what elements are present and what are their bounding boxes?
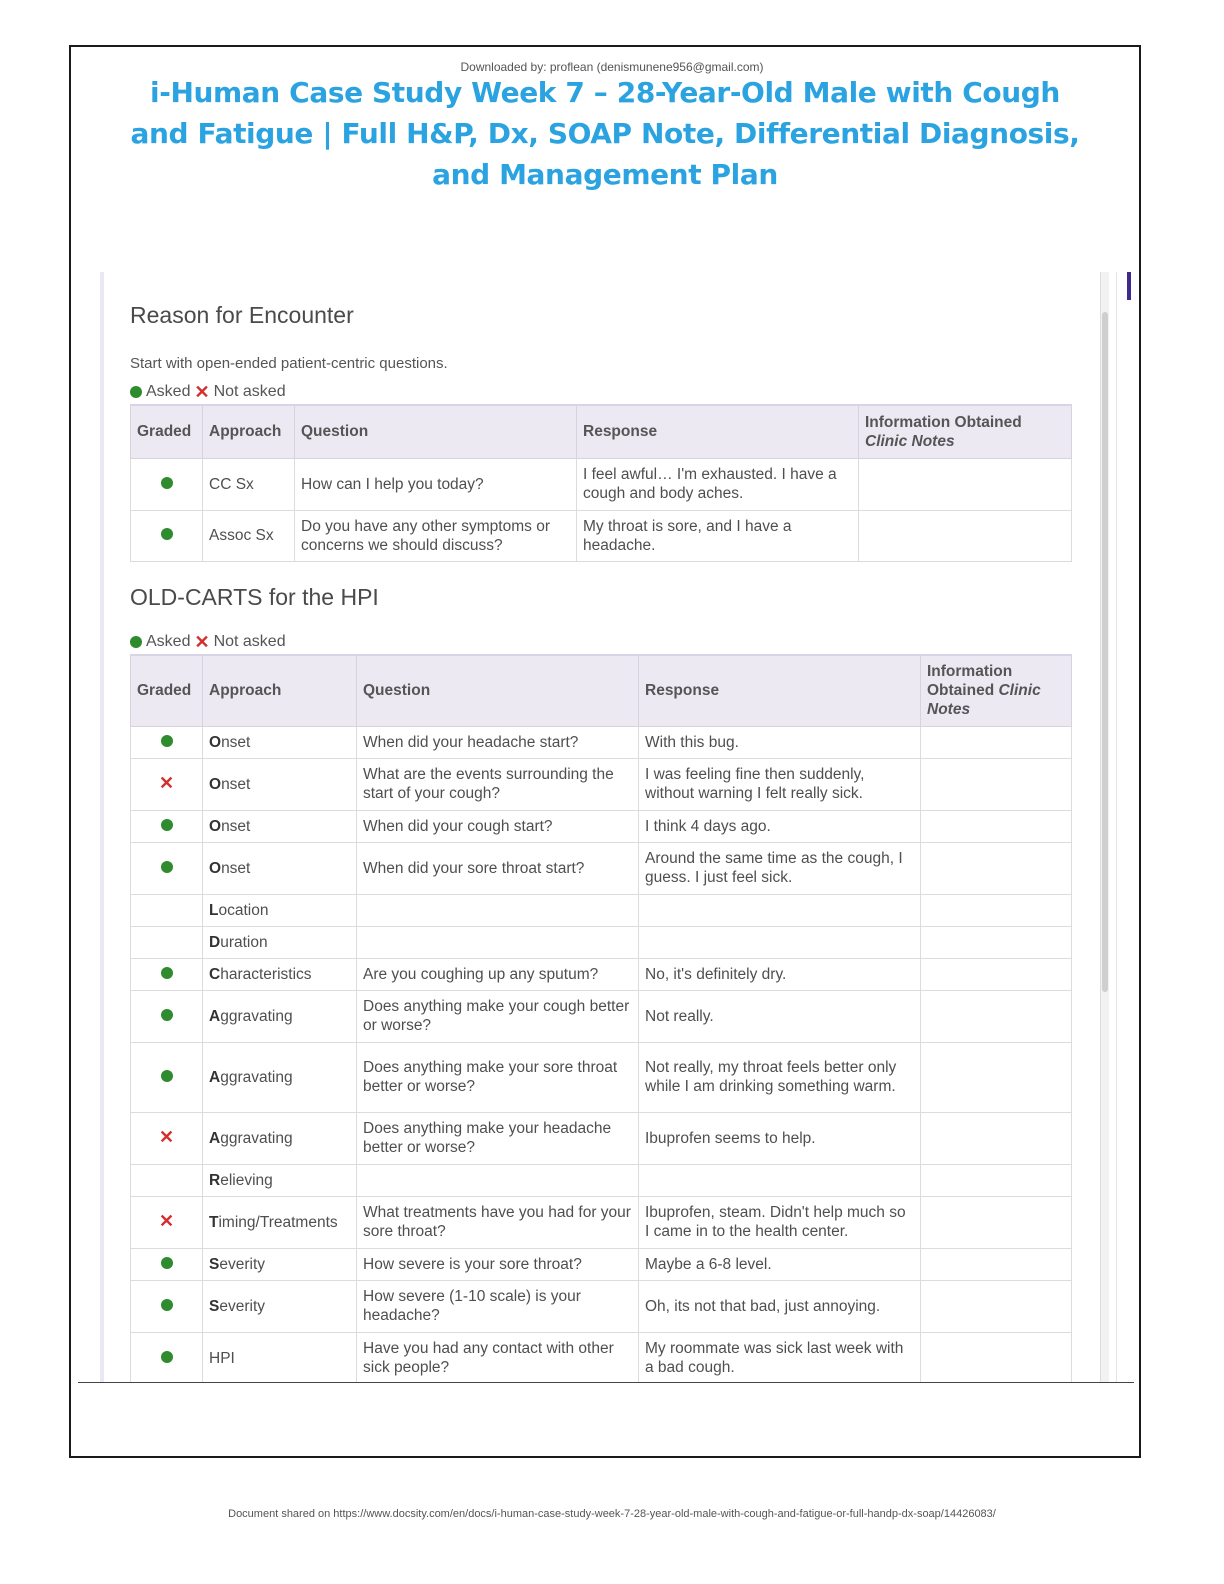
table-row [131, 958, 1072, 990]
reason-instruction: Start with open-ended patient-centric questions. [130, 355, 448, 372]
response-cell: I think 4 days ago. [639, 810, 921, 842]
response-cell [639, 894, 921, 926]
table-row [131, 510, 1072, 561]
notes-cell [921, 1280, 1072, 1332]
graded-cell [131, 990, 203, 1042]
approach-rest: nset [221, 859, 251, 877]
approach-rest: nset [221, 817, 251, 835]
approach-rest: ggravating [220, 1068, 293, 1086]
asked-dot-icon [161, 477, 173, 489]
response-cell: I feel awful… I'm exhausted. I have a cough and body aches. [577, 458, 859, 510]
table-row [131, 758, 1072, 810]
asked-dot-icon [130, 636, 142, 648]
question-cell [357, 926, 639, 958]
response-cell: Ibuprofen seems to help. [639, 1112, 921, 1164]
approach-rest: haracteristics [220, 965, 312, 983]
asked-dot-icon [130, 386, 142, 398]
col-response: Response [639, 655, 921, 726]
approach-rest: everity [219, 1255, 265, 1273]
graded-cell [131, 1196, 203, 1248]
question-cell: Have you had any contact with other sick people? [357, 1332, 639, 1383]
col-graded: Graded [131, 405, 203, 458]
response-cell: Not really, my throat feels better only while I am drinking something warm. [639, 1042, 921, 1112]
table-row [131, 1248, 1072, 1280]
question-cell: When did your sore throat start? [357, 842, 639, 894]
graded-cell [131, 810, 203, 842]
title-line-1: i-Human Case Study Week 7 – 28-Year-Old Male with Cough [150, 76, 1060, 109]
approach-initial: A [209, 1068, 221, 1086]
hpi-table [130, 654, 1072, 1383]
notes-cell [921, 758, 1072, 810]
asked-dot-icon [161, 735, 173, 747]
approach-initial: O [209, 859, 222, 877]
notes-cell [921, 926, 1072, 958]
question-cell: Do you have any other symptoms or concerns we should discuss? [295, 510, 577, 561]
approach-initial: T [209, 1213, 219, 1231]
question-cell: Are you coughing up any sputum? [357, 958, 639, 990]
asked-dot-icon [161, 1070, 173, 1082]
notes-cell [921, 1248, 1072, 1280]
approach-rest: HPI [209, 1349, 235, 1367]
graded-cell [131, 894, 203, 926]
approach-cell [203, 1248, 357, 1280]
reason-legend [130, 383, 286, 401]
reason-table [130, 404, 1072, 562]
col-approach: Approach [203, 405, 295, 458]
response-cell: Oh, its not that bad, just annoying. [639, 1280, 921, 1332]
graded-cell [131, 958, 203, 990]
notes-cell [921, 990, 1072, 1042]
response-cell: Ibuprofen, steam. Didn't help much so I came in to the health center. [639, 1196, 921, 1248]
table-row [131, 1332, 1072, 1383]
approach-rest: elieving [220, 1171, 273, 1189]
response-cell: Not really. [639, 990, 921, 1042]
question-cell: How can I help you today? [295, 458, 577, 510]
document-title [120, 72, 1090, 195]
approach-cell [203, 1196, 357, 1248]
approach-cell: CC Sx [203, 458, 295, 510]
asked-dot-icon [161, 1257, 173, 1269]
approach-rest: ocation [218, 901, 269, 919]
approach-rest: nset [221, 733, 251, 751]
table-row [131, 990, 1072, 1042]
approach-cell [203, 1042, 357, 1112]
asked-dot-icon [161, 819, 173, 831]
download-note: Downloaded by: proflean (denismunene956@gmail.com) [460, 60, 764, 74]
not-asked-x-icon: ✕ [158, 1126, 175, 1147]
question-cell: What treatments have you had for your sore throat? [357, 1196, 639, 1248]
question-cell: Does anything make your cough better or worse? [357, 990, 639, 1042]
question-cell: How severe is your sore throat? [357, 1248, 639, 1280]
approach-cell [203, 1280, 357, 1332]
asked-dot-icon [161, 1299, 173, 1311]
response-cell: With this bug. [639, 726, 921, 758]
graded-cell [131, 926, 203, 958]
not-asked-x-icon: ✕ [194, 632, 210, 652]
right-panel-edge [1116, 272, 1117, 1382]
title-line-2: and Fatigue | Full H&P, Dx, SOAP Note, Differential Diagnosis, [130, 117, 1080, 150]
not-asked-x-icon: ✕ [194, 382, 210, 402]
approach-rest: nset [221, 775, 251, 793]
asked-dot-icon [161, 1009, 173, 1021]
question-cell [357, 1164, 639, 1196]
legend-not-asked: Not asked [213, 633, 286, 650]
hpi-legend [130, 633, 286, 651]
notes-cell [921, 1112, 1072, 1164]
notes-cell [921, 1332, 1072, 1383]
approach-cell [203, 894, 357, 926]
table-row [131, 1280, 1072, 1332]
response-cell: I was feeling fine then suddenly, without warning I felt really sick. [639, 758, 921, 810]
notes-cell [859, 458, 1072, 510]
response-cell: My roommate was sick last week with a bad cough. [639, 1332, 921, 1383]
graded-cell [131, 510, 203, 561]
table-row [131, 810, 1072, 842]
table-row [131, 894, 1072, 926]
embedded-screenshot [78, 272, 1134, 1383]
not-asked-x-icon: ✕ [158, 772, 175, 793]
table-row [131, 842, 1072, 894]
col-question: Question [295, 405, 577, 458]
approach-initial: C [209, 965, 221, 983]
col-approach: Approach [203, 655, 357, 726]
approach-initial: S [209, 1297, 220, 1315]
asked-dot-icon [161, 861, 173, 873]
question-cell: When did your cough start? [357, 810, 639, 842]
notes-cell [921, 1164, 1072, 1196]
table-row [131, 458, 1072, 510]
approach-initial: O [209, 733, 222, 751]
notes-cell [921, 842, 1072, 894]
col-graded: Graded [131, 655, 203, 726]
col-response: Response [577, 405, 859, 458]
question-cell [357, 894, 639, 926]
table-row [131, 1042, 1072, 1112]
table-row [131, 1112, 1072, 1164]
response-cell [639, 926, 921, 958]
scrollbar-thumb[interactable] [1102, 312, 1108, 992]
legend-not-asked: Not asked [213, 383, 286, 400]
accent-bar [1127, 272, 1131, 300]
graded-cell [131, 1280, 203, 1332]
graded-cell [131, 726, 203, 758]
question-cell: Does anything make your headache better or worse? [357, 1112, 639, 1164]
table-row [131, 1164, 1072, 1196]
approach-rest: ggravating [220, 1129, 293, 1147]
graded-cell [131, 842, 203, 894]
response-cell: No, it's definitely dry. [639, 958, 921, 990]
approach-cell [203, 1332, 357, 1383]
approach-rest: ggravating [220, 1007, 293, 1025]
approach-initial: L [209, 901, 219, 919]
approach-initial: O [209, 775, 222, 793]
question-cell: How severe (1-10 scale) is your headache? [357, 1280, 639, 1332]
notes-cell [921, 894, 1072, 926]
approach-cell [203, 726, 357, 758]
approach-cell [203, 1164, 357, 1196]
approach-initial: A [209, 1007, 221, 1025]
approach-cell [203, 758, 357, 810]
table-row [131, 1196, 1072, 1248]
question-cell: When did your headache start? [357, 726, 639, 758]
response-cell [639, 1164, 921, 1196]
approach-rest: uration [220, 933, 268, 951]
approach-cell [203, 926, 357, 958]
approach-cell [203, 1112, 357, 1164]
approach-initial: D [209, 933, 221, 951]
response-cell: My throat is sore, and I have a headache. [577, 510, 859, 561]
reason-heading: Reason for Encounter [130, 302, 354, 328]
graded-cell [131, 1248, 203, 1280]
legend-asked: Asked [146, 633, 191, 650]
question-cell: Does anything make your sore throat better or worse? [357, 1042, 639, 1112]
graded-cell [131, 758, 203, 810]
title-line-3: and Management Plan [432, 158, 778, 191]
graded-cell [131, 1164, 203, 1196]
table-row [131, 726, 1072, 758]
graded-cell [131, 1042, 203, 1112]
legend-asked: Asked [146, 383, 191, 400]
approach-cell [203, 810, 357, 842]
response-cell: Around the same time as the cough, I guess. I just feel sick. [639, 842, 921, 894]
approach-cell [203, 842, 357, 894]
table-row [131, 926, 1072, 958]
approach-initial: O [209, 817, 222, 835]
asked-dot-icon [161, 1351, 173, 1363]
notes-cell [921, 726, 1072, 758]
graded-cell [131, 1112, 203, 1164]
approach-initial: R [209, 1171, 221, 1189]
notes-cell [921, 1196, 1072, 1248]
not-asked-x-icon: ✕ [158, 1210, 175, 1231]
notes-cell [921, 958, 1072, 990]
approach-initial: S [209, 1255, 220, 1273]
approach-rest: everity [219, 1297, 265, 1315]
left-panel-edge [100, 272, 104, 1382]
col-info-obtained: Information Obtained Clinic Notes [859, 405, 1072, 458]
col-info-obtained: Information Obtained Clinic Notes [921, 655, 1072, 726]
approach-cell [203, 990, 357, 1042]
graded-cell [131, 458, 203, 510]
asked-dot-icon [161, 528, 173, 540]
approach-initial: A [209, 1129, 221, 1147]
notes-cell [921, 810, 1072, 842]
notes-cell [859, 510, 1072, 561]
response-cell: Maybe a 6-8 level. [639, 1248, 921, 1280]
approach-cell [203, 958, 357, 990]
question-cell: What are the events surrounding the start of your cough? [357, 758, 639, 810]
approach-rest: iming/Treatments [218, 1213, 338, 1231]
shared-on-footer: Document shared on https://www.docsity.com/en/docs/i-human-case-study-week-7-28-year-old-male-with-cough-and-fatigue-or-full-handp-dx-soap/14426083/ [228, 1508, 996, 1520]
col-question: Question [357, 655, 639, 726]
graded-cell [131, 1332, 203, 1383]
approach-cell: Assoc Sx [203, 510, 295, 561]
notes-cell [921, 1042, 1072, 1112]
asked-dot-icon [161, 967, 173, 979]
hpi-heading: OLD-CARTS for the HPI [130, 584, 379, 610]
